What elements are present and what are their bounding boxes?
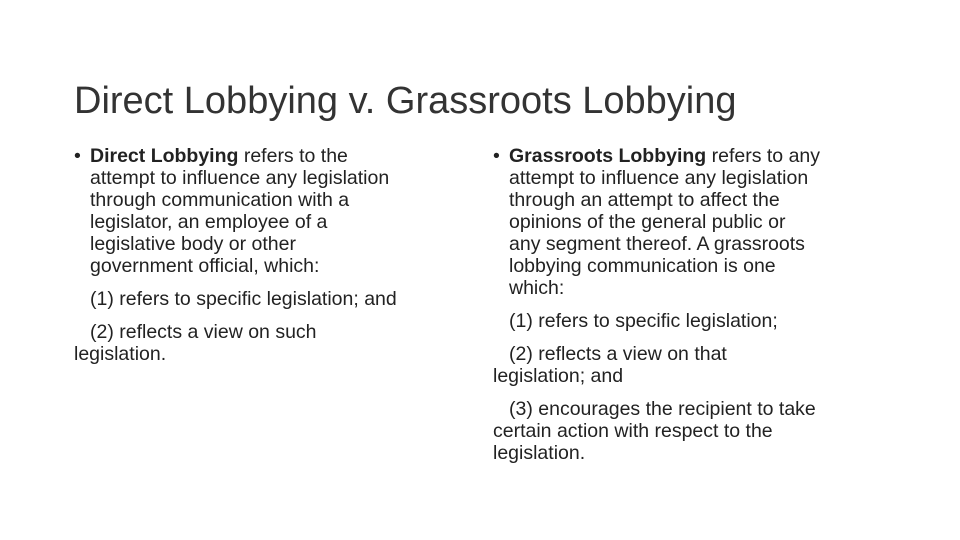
- definition-text: lobbying communication is one: [509, 255, 776, 277]
- definition-text: legislative body or other: [90, 233, 296, 255]
- definition-text: attempt to influence any legislation: [509, 167, 809, 189]
- bullet-icon: •: [74, 145, 81, 167]
- direct-lobbying-definition-first-line: [74, 145, 474, 167]
- grassroots-lobbying-column: [493, 145, 913, 464]
- definition-text: attempt to influence any legislation: [90, 167, 390, 189]
- criterion-item: (1) refers to specific legislation;: [509, 310, 778, 332]
- definition-text: opinions of the general public or: [509, 211, 786, 233]
- grassroots-lobbying-definition-first-line: [493, 145, 913, 167]
- definition-text: through an attempt to affect the: [509, 189, 780, 211]
- definition-text: refers to any: [706, 145, 821, 167]
- grassroots-lobbying-term: Grassroots Lobbying: [509, 145, 707, 167]
- slide-title: Direct Lobbying v. Grassroots Lobbying: [74, 80, 737, 122]
- definition-text: government official, which:: [90, 255, 320, 277]
- criterion-item: (1) refers to specific legislation; and: [90, 288, 397, 310]
- criterion-item-continuation: legislation.: [493, 442, 586, 464]
- direct-lobbying-term: Direct Lobbying: [90, 145, 239, 167]
- criterion-item-continuation: legislation.: [74, 343, 167, 365]
- criterion-item: (2) reflects a view on that: [509, 343, 727, 365]
- criterion-item-continuation: legislation; and: [493, 365, 624, 387]
- definition-text: legislator, an employee of a: [90, 211, 328, 233]
- definition-text: refers to the: [238, 145, 348, 167]
- definition-text: which:: [509, 277, 565, 299]
- criterion-item-continuation: certain action with respect to the: [493, 420, 773, 442]
- definition-text: any segment thereof. A grassroots: [509, 233, 805, 255]
- criterion-item: (2) reflects a view on such: [90, 321, 317, 343]
- definition-text: through communication with a: [90, 189, 350, 211]
- criterion-item: (3) encourages the recipient to take: [509, 398, 816, 420]
- bullet-icon: •: [493, 145, 500, 167]
- direct-lobbying-column: [74, 145, 474, 365]
